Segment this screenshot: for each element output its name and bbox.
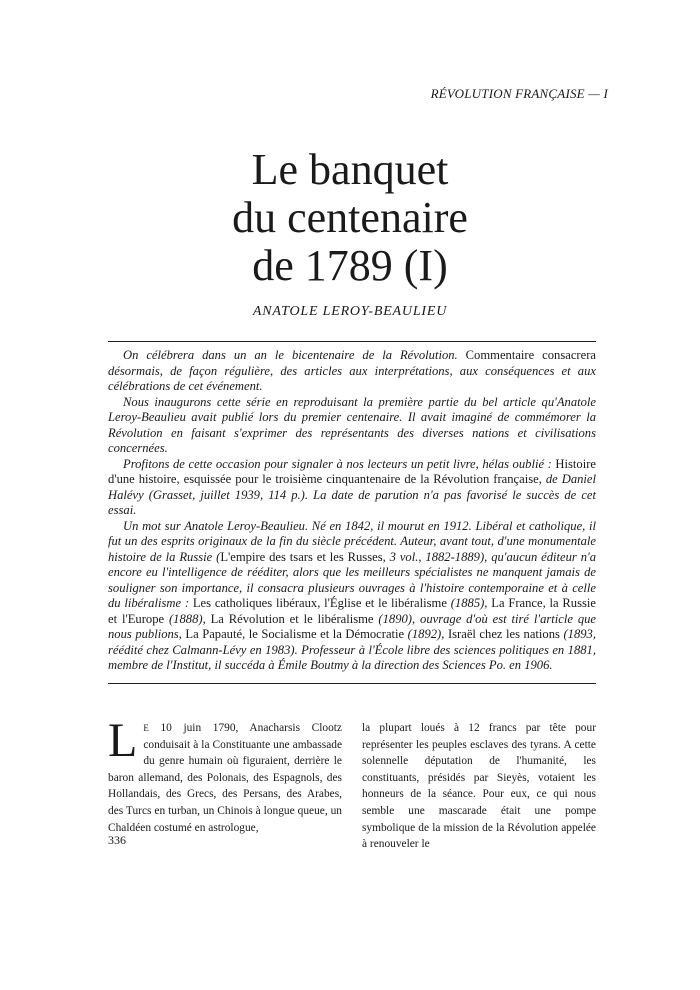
intro-text: Un mot sur Anatole Leroy-Beaulieu. Né en 1842, il mourut en 1912. Libéral et catholique, il fut un des esprits originaux de la fin du siècle précédent. Auteur, avant tout, d'une monumentale histoire de la Russie ( xyxy=(108,518,596,564)
intro-paragraph xyxy=(108,519,596,674)
drop-cap: L xyxy=(108,714,138,767)
intro-text: L'empire des tsars et les Russes, xyxy=(220,549,386,564)
intro-text: Israël chez les nations xyxy=(447,627,560,641)
running-head: RÉVOLUTION FRANÇAISE — I xyxy=(430,86,608,101)
intro-text: (1892), xyxy=(404,627,448,641)
intro-text: 3 vol., 1882-1889), qu'aucun éditeur n'a encore eu l'intelligence de rééditer, alors que les meilleurs spécialistes ne manquent jamais de souligner son importance, il consacra plusieurs ouvrages à l'histoire contemporaine et à celle du libéralisme : xyxy=(108,549,596,610)
page-number: 336 xyxy=(108,833,126,847)
article-author: ANATOLE LEROY-BEAULIEU xyxy=(252,304,448,319)
title-line-1: Le banquet xyxy=(251,145,449,194)
intro-text: (1885), xyxy=(446,596,492,610)
intro-text: La France, la Russie et l'Europe xyxy=(108,596,596,626)
body-paragraph xyxy=(362,720,596,853)
intro-text: Les catholiques libéraux, l'Église et le libéralisme xyxy=(192,596,447,610)
intro-text: (1890), ouvrage d'où est tiré l'article que nous publions, xyxy=(108,611,597,641)
article-title xyxy=(0,146,700,290)
intro-paragraph xyxy=(108,395,596,457)
intro-paragraph xyxy=(108,457,596,519)
intro-top-divider xyxy=(108,341,596,342)
intro-text: Profitons de cette occasion pour signaler à nos lecteurs un petit livre, hélas oublié : xyxy=(123,456,556,471)
title-line-3: de 1789 (I) xyxy=(252,241,448,290)
intro-text: La Révolution et le libéralisme xyxy=(210,611,374,626)
intro-paragraph xyxy=(108,348,596,395)
editorial-introduction xyxy=(108,348,596,674)
intro-text: Commentaire consacrera xyxy=(457,348,596,362)
body-column-left xyxy=(108,714,342,836)
body-text: la plupart loués à 12 francs par tête pour représenter les peuples esclaves des tyrans. A cette solennelle députation de l'humanité, les constituants, présidés par Sieyès, votaient les honneurs de la séance. Pour eux, ce qui nous semble une mascarade était une pompe symbolique de la mission de la Révolution appelée à renouveler le xyxy=(362,722,596,851)
intro-text: Nous inaugurons cette série en reproduisant la première partie du bel article qu'Anatole Leroy-Beaulieu avait publié lors du premier centenaire. Il avait imaginé de commémorer la Révolution en faisant s'exprimer des représentants des diverses nations et civilisations concernées. xyxy=(108,394,596,455)
intro-text: (1888), xyxy=(164,611,211,626)
intro-text: On célébrera dans un an le bicentenaire de la Révolution. xyxy=(123,348,458,362)
intro-text: désormais, de façon régulière, des articles aux interprétations, aux conséquences et aux célébrations de cet événement. xyxy=(108,363,596,393)
intro-text: de Daniel Halévy (Grasset, juillet 1939, 114 p.). La date de parution n'a pas favorisé le succès de cet essai. xyxy=(108,472,597,517)
intro-bottom-divider xyxy=(108,683,596,684)
intro-text: (1893, réédité chez Calmann-Lévy en 1983). Professeur à l'École libre des sciences politiques en 1881, membre de l'Institut, il succéda à Émile Boutmy à la direction des Sciences Po. en 1906. xyxy=(108,627,596,672)
intro-text: Histoire d'une histoire, esquissée pour le troisième cinquantenaire de la Révolution française, xyxy=(108,456,596,486)
title-line-2: du centenaire xyxy=(232,193,468,242)
intro-text: La Papauté, le Socialisme et la Démocratie xyxy=(185,627,405,641)
drop-cap-continuation: E xyxy=(143,723,149,733)
body-column-right xyxy=(362,720,596,853)
body-text: 10 juin 1790, Anacharsis Clootz conduisait à la Constituante une ambassade du genre humain où figuraient, derrière le baron allemand, des Polonais, des Espagnols, des Hollandais, des Grecs, des Persans, des Arabes, des Turcs en turban, un Chinois à longue queue, un Chaldéen costumé en astrologue, xyxy=(108,722,342,834)
body-paragraph xyxy=(108,714,342,836)
